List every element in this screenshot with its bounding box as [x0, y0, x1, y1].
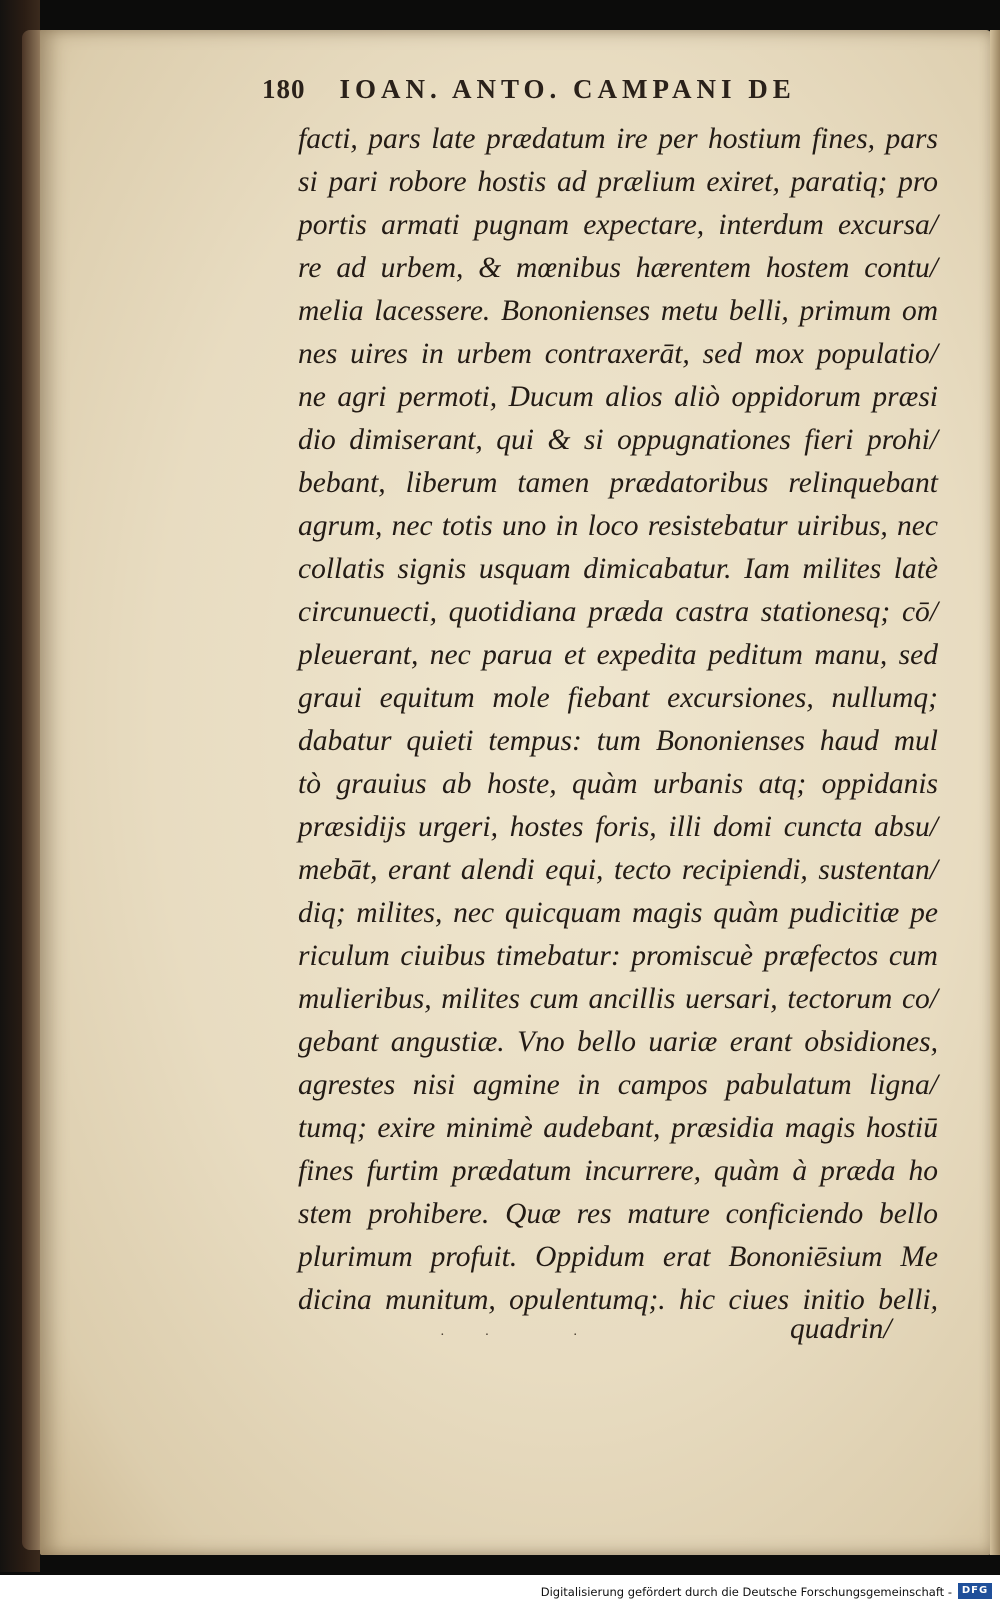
dfg-logo: DFG — [958, 1583, 992, 1599]
text-block — [298, 118, 938, 1322]
text-line: circunuecti, quotidiana præda castra stationesq; cō/ — [298, 596, 938, 628]
text-line: riculum ciuibus timebatur: promiscuè præfectos cum — [298, 940, 938, 972]
text-line: fines furtim prædatum incurrere, quàm à præda ho — [298, 1155, 938, 1187]
text-line: facti, pars late prædatum ire per hostium fines, pars — [298, 123, 938, 155]
text-line: mulieribus, milites cum ancillis uersari, tectorum co/ — [298, 983, 938, 1015]
text-line: gebant angustiæ. Vno bello uariæ erant obsidiones, — [298, 1026, 938, 1058]
text-line: graui equitum mole fiebant excursiones, nullumq; — [298, 682, 938, 714]
text-line: tumq; exire minimè audebant, præsidia magis hostiū — [298, 1112, 938, 1144]
ink-specks: ·· · — [440, 1328, 618, 1343]
text-line: dicina munitum, opulentumq;. hic ciues initio belli, — [298, 1284, 938, 1316]
text-line: dabatur quieti tempus: tum Bononienses haud mul — [298, 725, 938, 757]
running-title: IOAN. ANTO. CAMPANI DE — [339, 74, 796, 104]
running-head — [262, 74, 932, 105]
text-line: mebāt, erant alendi equi, tecto recipiendi, sustentan/ — [298, 854, 938, 886]
text-line: bebant, liberum tamen prædatoribus relinquebant — [298, 467, 938, 499]
text-line: nes uires in urbem contraxerāt, sed mox populatio/ — [298, 338, 938, 370]
text-line: agrestes nisi agmine in campos pabulatum ligna/ — [298, 1069, 938, 1101]
text-line: collatis signis usquam dimicabatur. Iam milites latè — [298, 553, 938, 585]
text-line: si pari robore hostis ad prælium exiret, paratiq; pro — [298, 166, 938, 198]
text-line: portis armati pugnam expectare, interdum excursa/ — [298, 209, 938, 241]
catchword: quadrin/ — [790, 1313, 892, 1345]
text-line: pleuerant, nec parua et expedita peditum manu, sed — [298, 639, 938, 671]
text-line: agrum, nec totis uno in loco resistebatur uiribus, nec — [298, 510, 938, 542]
text-line: plurimum profuit. Oppidum erat Bononiēsium Me — [298, 1241, 938, 1273]
text-line: dio dimiserant, qui & si oppugnationes fieri prohi/ — [298, 424, 938, 456]
funding-credit: Digitalisierung gefördert durch die Deutsche Forschungsgemeinschaft - — [540, 1585, 952, 1599]
text-line: diq; milites, nec quicquam magis quàm pudicitiæ pe — [298, 897, 938, 929]
page-number: 180 — [262, 74, 306, 104]
text-line: ne agri permoti, Ducum alios aliò oppidorum præsi — [298, 381, 938, 413]
text-line: tò grauius ab hoste, quàm urbanis atq; oppidanis — [298, 768, 938, 800]
page-fore-edge — [990, 30, 1000, 1555]
text-line: stem prohibere. Quæ res mature conficiendo bello — [298, 1198, 938, 1230]
text-line: re ad urbem, & mœnibus hærentem hostem contu/ — [298, 252, 938, 284]
text-line: melia lacessere. Bononienses metu belli, primum om — [298, 295, 938, 327]
text-line: præsidijs urgeri, hostes foris, illi domi cuncta absu/ — [298, 811, 938, 843]
